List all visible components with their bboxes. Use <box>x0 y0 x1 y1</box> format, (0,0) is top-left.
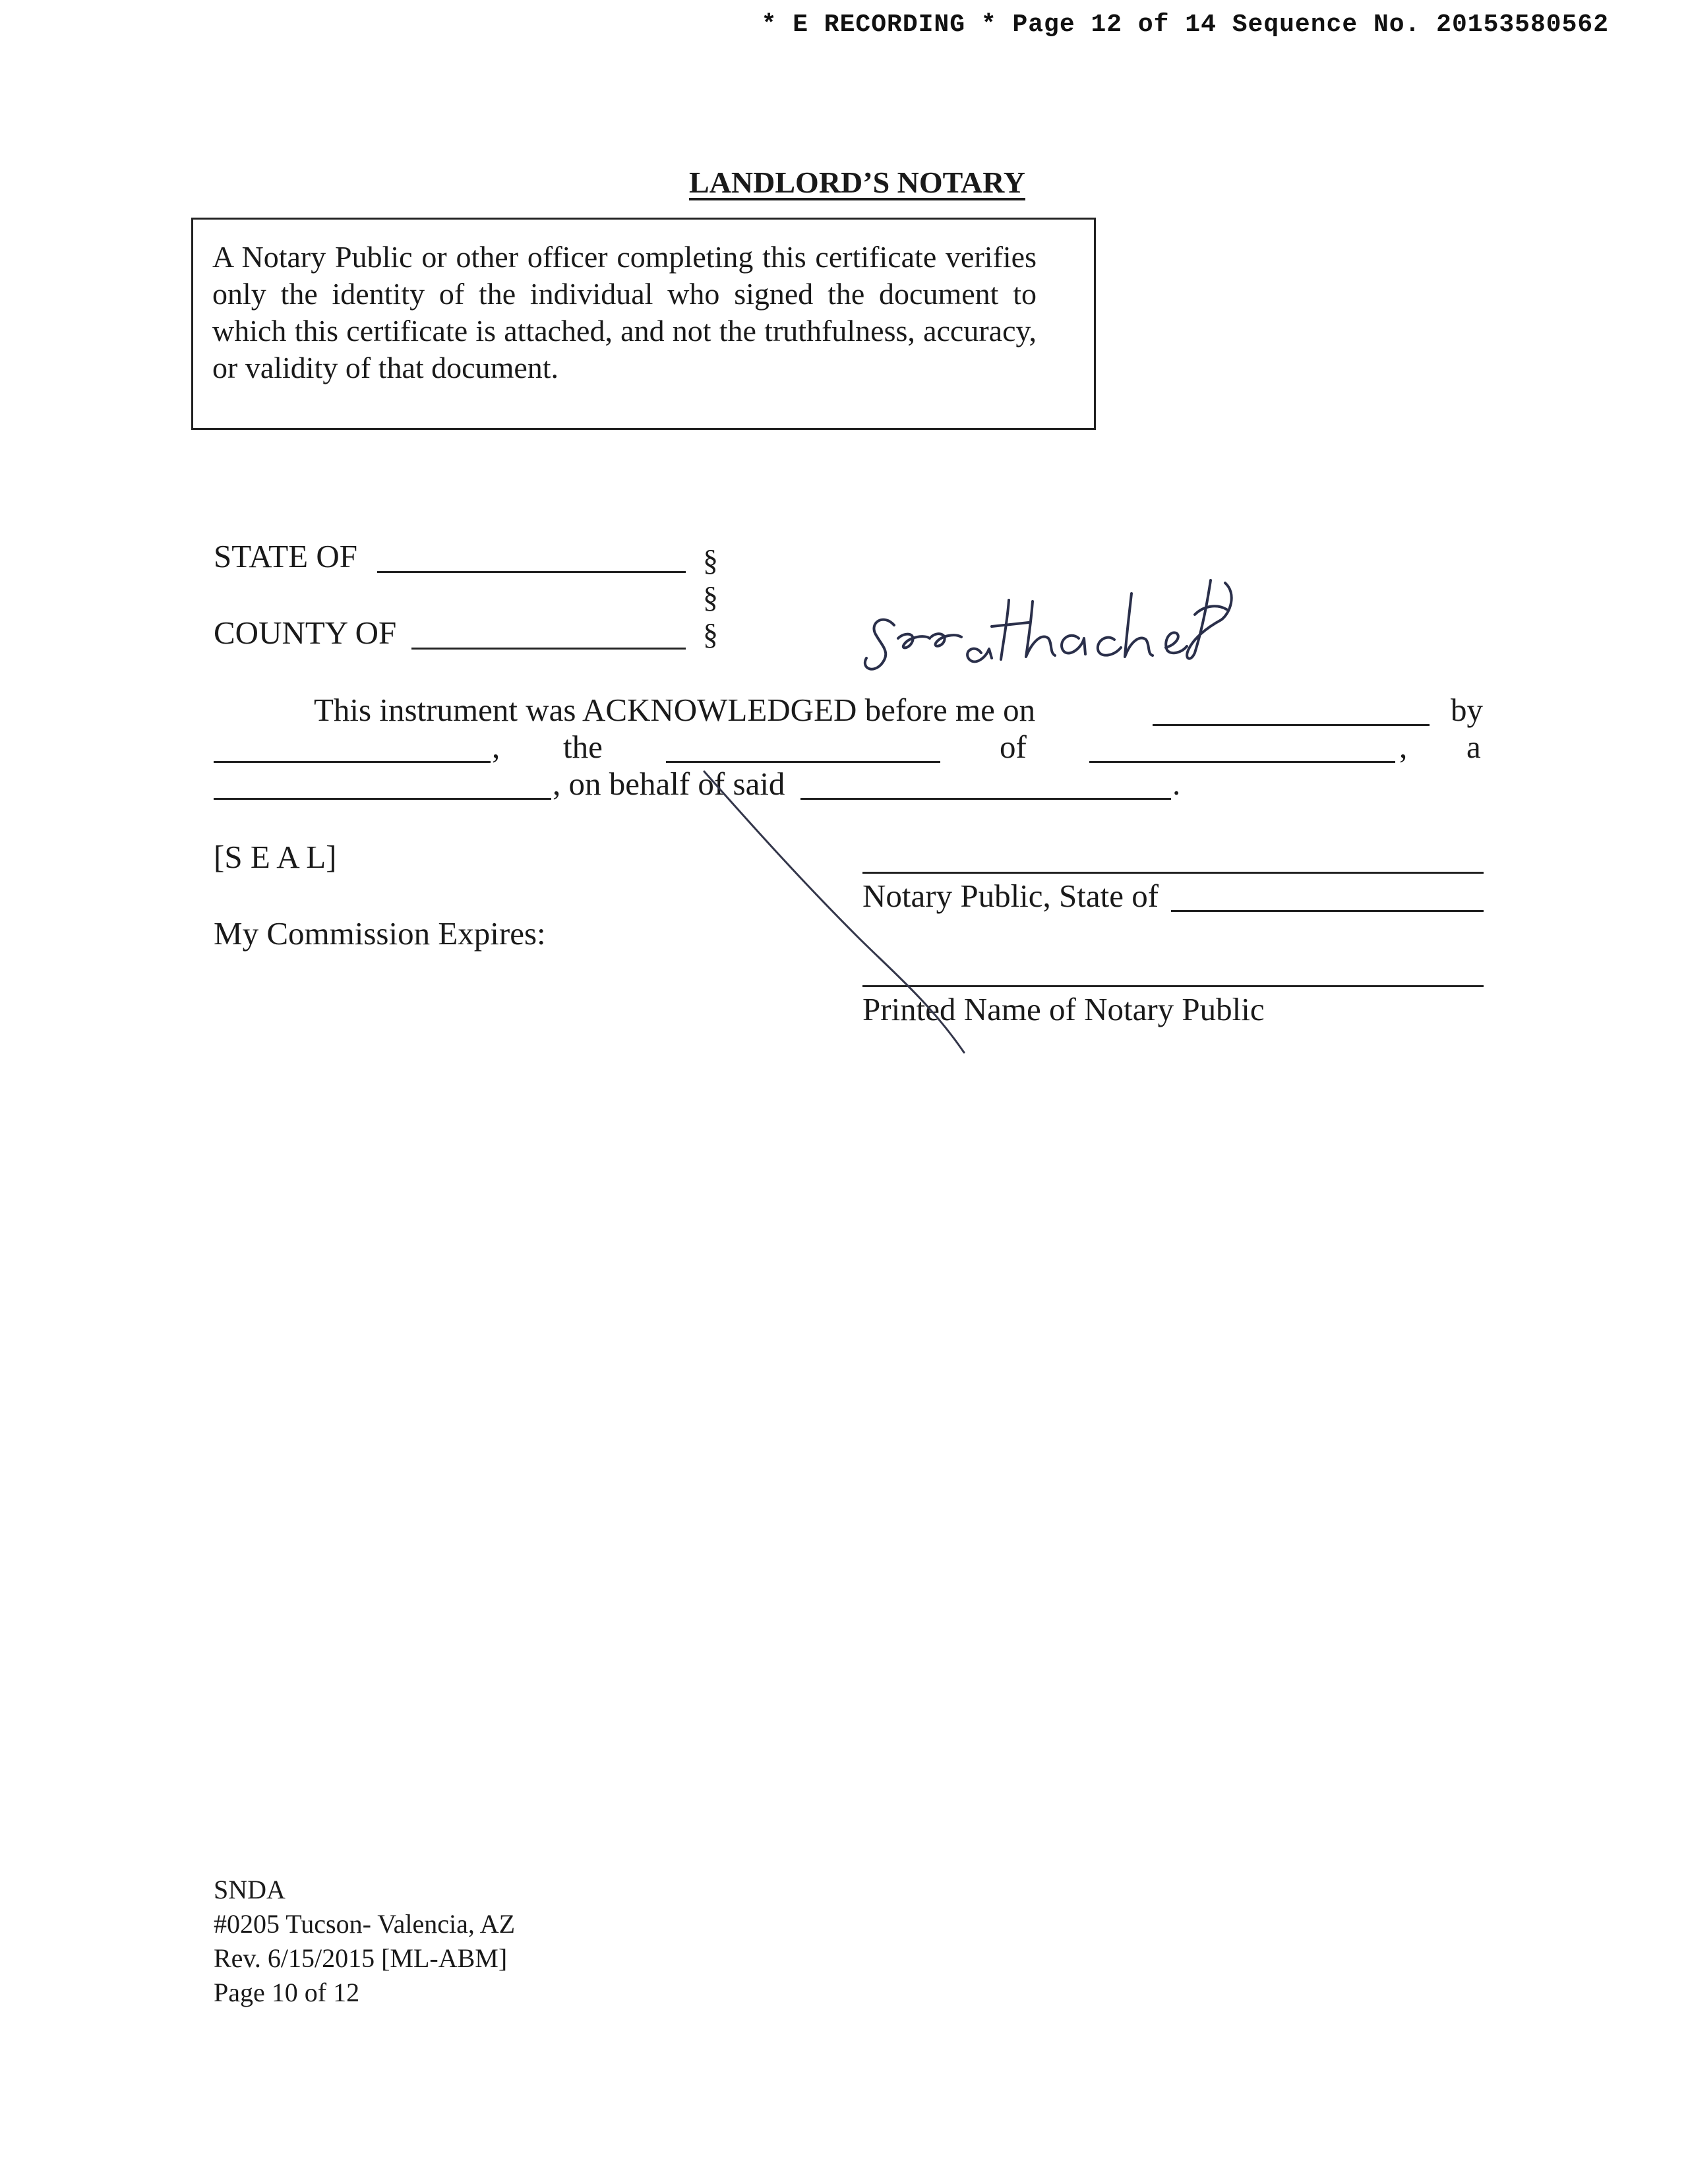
entity-type-blank <box>214 798 551 800</box>
state-label: STATE OF <box>214 538 357 574</box>
county-label: COUNTY OF <box>214 615 397 651</box>
footer-line: Page 10 of 12 <box>214 1978 360 2007</box>
county-blank <box>411 648 686 650</box>
printed-name-label: Printed Name of Notary Public <box>862 991 1265 1027</box>
printed-name-line <box>862 985 1484 987</box>
seal-label: [S E A L] <box>214 839 337 875</box>
date-blank <box>1153 724 1430 726</box>
by-word: by <box>1451 692 1483 728</box>
page-title: LANDLORD’S NOTARY <box>689 166 1025 199</box>
a-word: a <box>1466 729 1481 765</box>
footer-line: Rev. 6/15/2015 [ML-ABM] <box>214 1943 508 1973</box>
comma: , <box>1399 729 1408 765</box>
disclaimer-text: A Notary Public or other officer completing this certificate verifies only the identity of the individual who signed the document to which this certificate is attached, and not the truthfulness, accuracy, or validity of that document. <box>212 240 1037 384</box>
section-symbol: § <box>703 580 718 614</box>
notary-signature-line <box>862 872 1484 874</box>
acknowledgment-intro: This instrument was ACKNOWLEDGED before me on <box>314 692 1036 728</box>
comma: , <box>492 729 500 765</box>
recording-stamp: * E RECORDING * Page 12 of 14 Sequence No. 20153580562 <box>761 11 1609 39</box>
footer-line: #0205 Tucson- Valencia, AZ <box>214 1909 516 1939</box>
on-behalf-text: , on behalf of said <box>553 766 785 802</box>
signer-name-blank <box>214 761 491 763</box>
footer-line: SNDA <box>214 1875 286 1904</box>
section-symbol: § <box>703 617 718 651</box>
entity-blank <box>1089 761 1395 763</box>
period: . <box>1172 766 1181 802</box>
handwritten-signature <box>865 580 1232 669</box>
title-blank <box>666 761 940 763</box>
section-symbol: § <box>703 543 718 577</box>
of-word: of <box>1000 729 1027 765</box>
the-word: the <box>563 729 603 765</box>
state-blank <box>377 571 686 573</box>
behalf-entity-blank <box>800 798 1171 800</box>
notary-state-blank <box>1171 910 1484 912</box>
commission-label: My Commission Expires: <box>214 915 546 952</box>
notary-state-label: Notary Public, State of <box>862 878 1159 914</box>
footer <box>214 1873 515 2010</box>
